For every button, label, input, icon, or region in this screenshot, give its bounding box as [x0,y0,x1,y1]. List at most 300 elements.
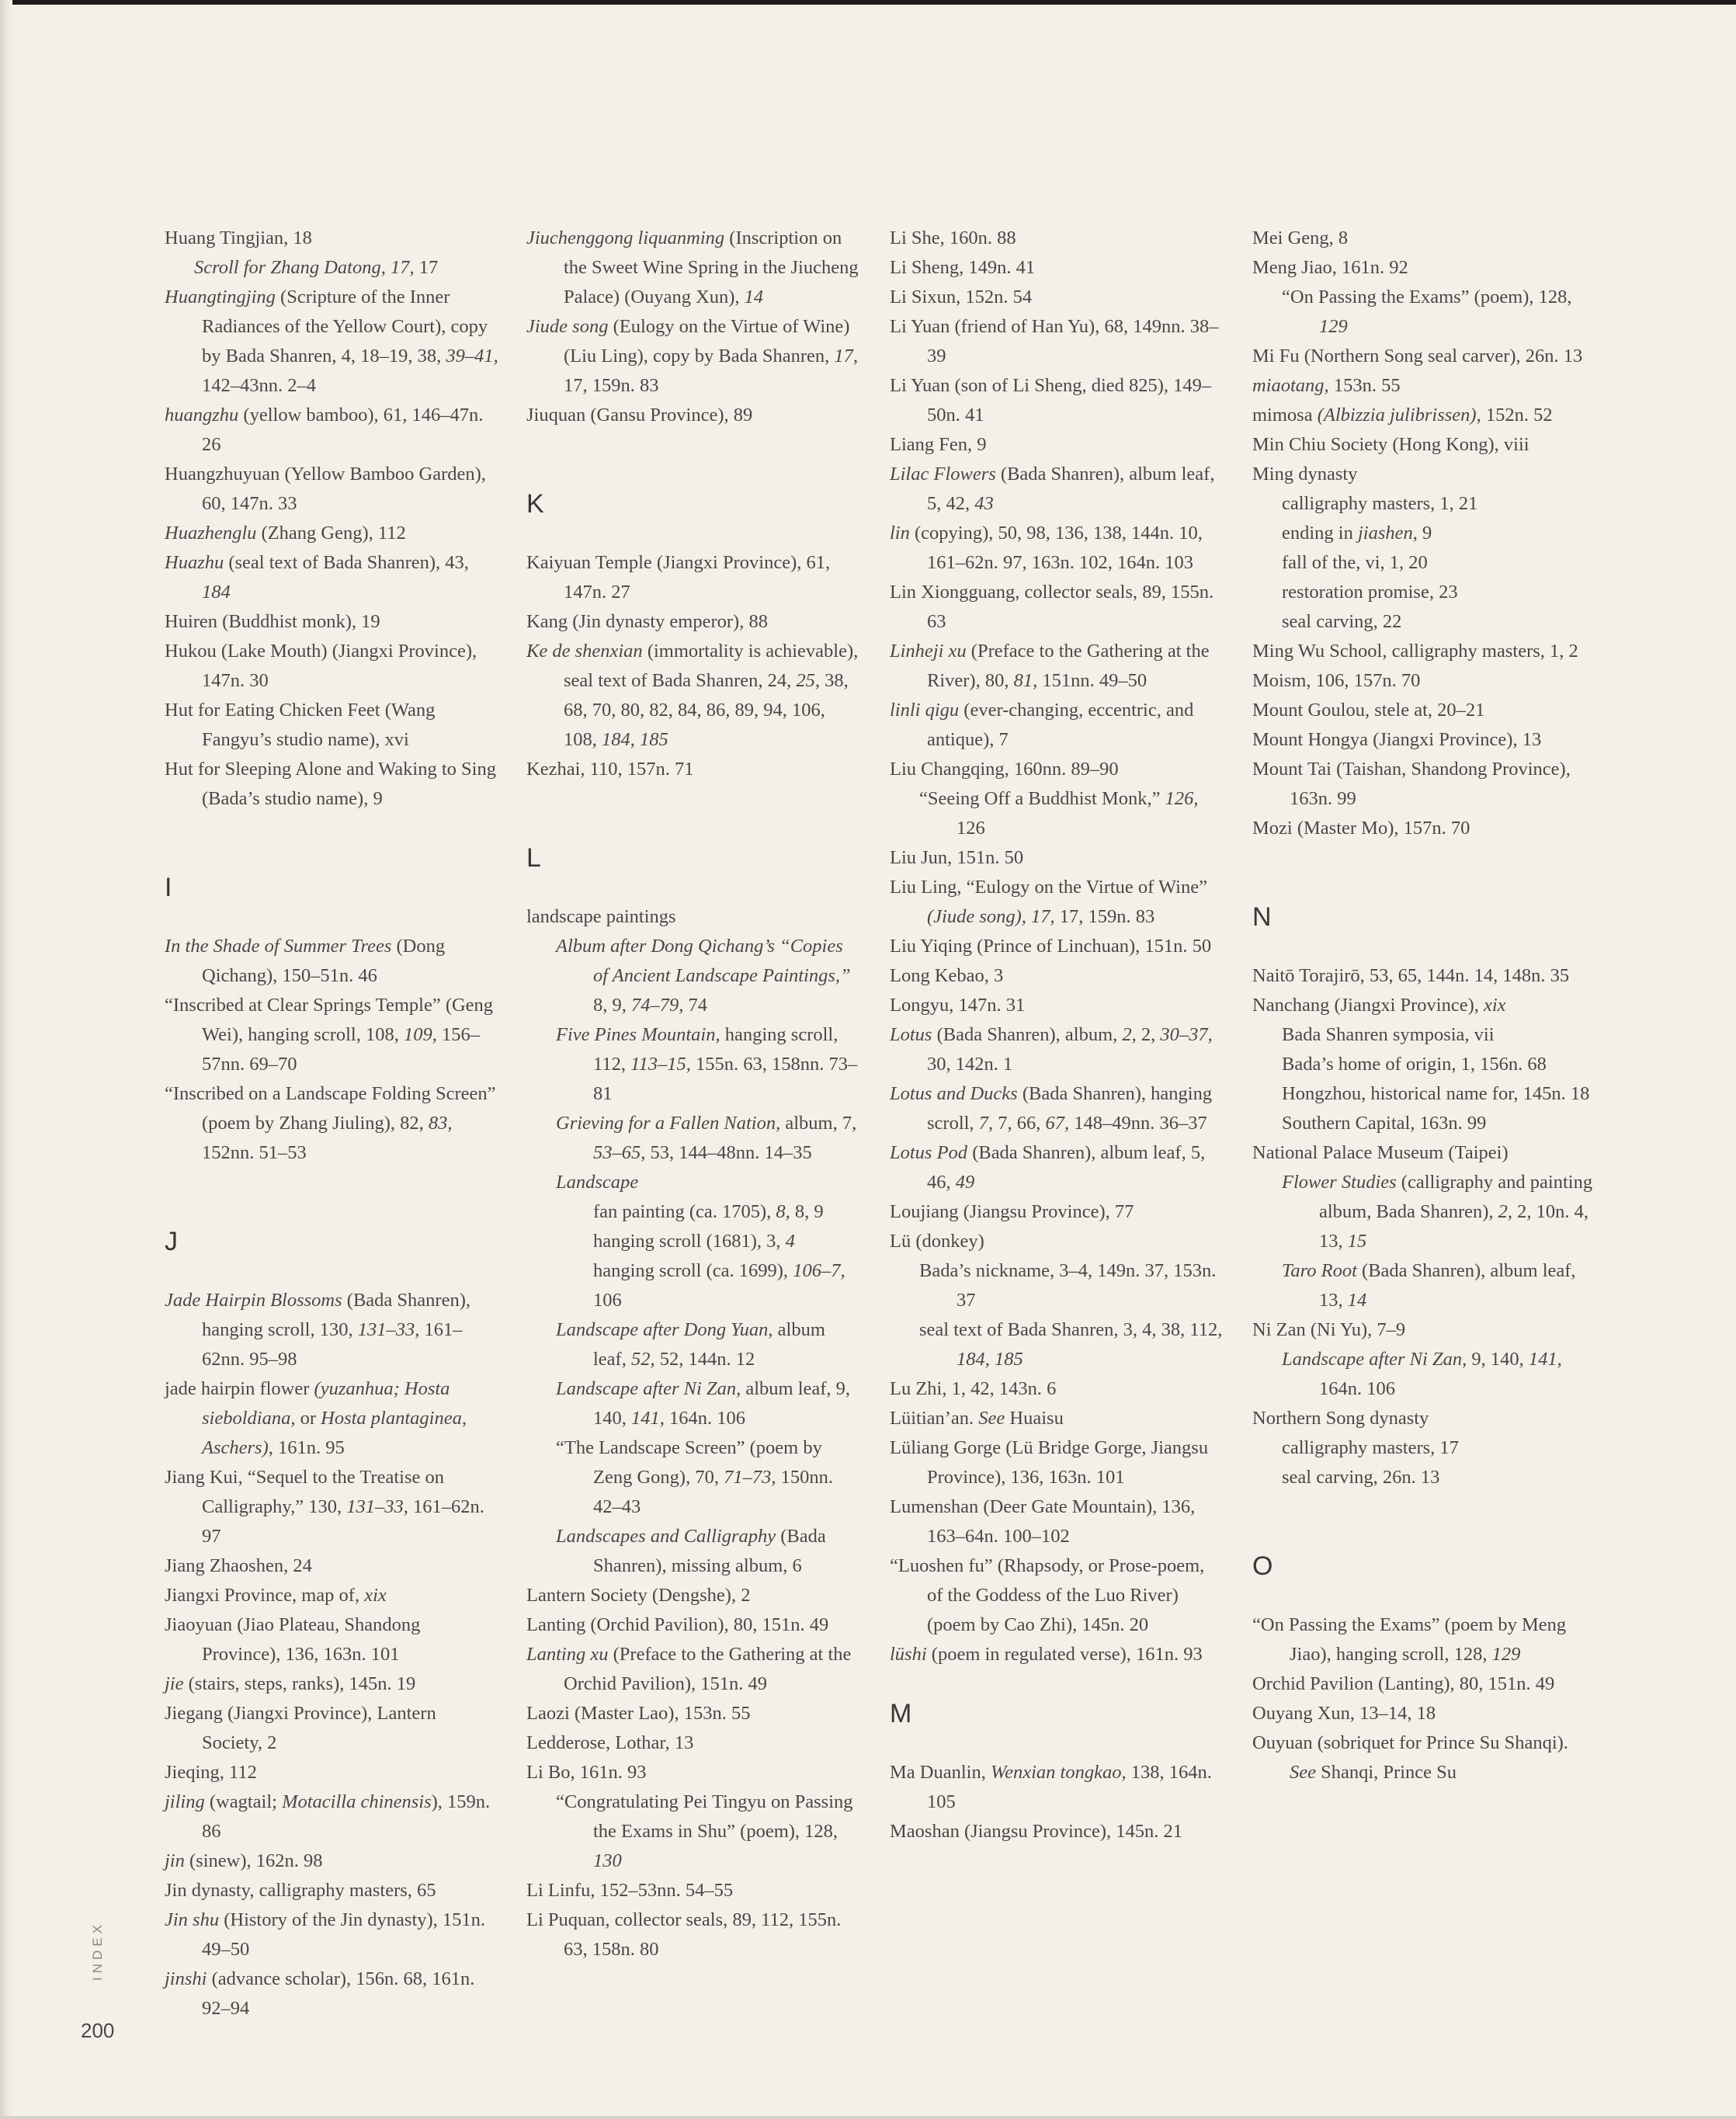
index-entry [1252,666,1594,696]
italic-text: 126, [1165,788,1199,809]
entry-text: calligraphy masters, 1, 21 [1282,493,1478,514]
entry-text: album leaf, 9, 140, [593,1378,851,1429]
entry-text: Kaiyuan Temple (Jiangxi Province), 61, 147n. 27 [526,552,831,603]
entry-text: Li She, 160n. 88 [890,228,1016,248]
entry-text: 161–62n. 97 [202,1496,484,1547]
index-entry [165,1581,498,1610]
index-entry [890,1433,1224,1492]
index-subentry [1252,489,1594,519]
index-entry [890,578,1224,637]
entry-text: Hut for Eating Chicken Feet (Wang Fangyu’s studio name), xvi [165,700,436,750]
entry-text: Northern Song dynasty [1252,1408,1429,1429]
index-entry [165,1669,498,1699]
entry-text: Maoshan (Jiangsu Province), 145n. 21 [890,1821,1182,1842]
entry-text: Lüliang Gorge (Lü Bridge Gorge, Jiangsu Province), 136, 163n. 101 [890,1437,1209,1488]
entry-text: (Inscription on the Sweet Wine Spring in the Jiucheng Palace) (Ouyang Xun), [564,228,859,307]
entry-text: Lü (donkey) [890,1231,984,1252]
index-subsubentry [526,1256,860,1315]
entry-text: (Eulogy on the Virtue of Wine) (Liu Ling), copy by Bada Shanren, [564,316,850,366]
section-spacer [1252,843,1594,873]
entry-text: 150nn. 42–43 [593,1467,833,1517]
entry-text: fall of the, vi, 1, 20 [1282,552,1428,573]
entry-text: Lanting (Orchid Pavilion), 80, 151n. 49 [526,1614,829,1635]
index-subentry [1252,283,1594,342]
italic-text: Landscape after Dong Yuan, [556,1319,773,1340]
section-spacer [165,1168,498,1197]
index-entry [165,1964,498,2023]
entry-text: (wagtail; [204,1791,283,1812]
entry-text: (yellow bamboo), 61, 146–47n. 26 [202,405,484,455]
entry-text: Bada’s home of origin, 1, 156n. 68 [1282,1054,1547,1075]
entry-text: hanging scroll (ca. 1699), [593,1260,793,1281]
entry-text: (Bada Shanren), album leaf, 13, [1319,1260,1576,1311]
index-entry [890,1227,1224,1256]
entry-text: 7, 66, [993,1113,1046,1134]
italic-text: 8, [776,1201,790,1222]
entry-text: 8, 9, [593,995,631,1016]
section-letter-heading [165,1197,498,1286]
index-entry [526,637,860,755]
entry-text: Li Linfu, 152–53nn. 54–55 [526,1880,734,1901]
index-subentry [526,1522,860,1581]
entry-text: 152n. 52 [1481,405,1553,426]
entry-text: Li Yuan (son of Li Sheng, died 825), 149–50n. 41 [890,375,1212,426]
entry-text: Mount Hongya (Jiangxi Province), 13 [1252,729,1542,750]
entry-text: Mei Geng, 8 [1252,228,1349,248]
entry-text: hanging scroll (1681), 3, [593,1231,786,1252]
entry-text: Long Kebao, 3 [890,965,1004,986]
index-entry [165,755,498,814]
italic-text: Lanting xu [526,1644,609,1665]
italic-text: 184, 185 [957,1349,1023,1370]
index-subsubentry [526,1227,860,1256]
entry-text: ending in [1282,523,1358,544]
index-subentry [1252,578,1594,607]
entry-text: Loujiang (Jiangsu Province), 77 [890,1201,1134,1222]
italic-text: Huazhenglu [165,523,257,544]
index-subentry [1252,1109,1594,1138]
entry-text: Ming Wu School, calligraphy masters, 1, 2 [1252,641,1578,662]
index-entry [890,1404,1224,1433]
index-entry [165,991,498,1079]
entry-text: Jiangxi Province, map of, [165,1585,365,1606]
entry-text: Jiegang (Jiangxi Province), Lantern Society, 2 [165,1703,436,1753]
index-subentry [526,1109,860,1168]
italic-text: Five Pines Mountain, [556,1024,720,1045]
entry-text: “On Passing the Exams” (poem), 128, [1282,287,1572,307]
index-entry [165,1079,498,1168]
italic-text: xix [364,1585,387,1606]
entry-text: Kang (Jin dynasty emperor), 88 [526,611,768,632]
italic-text: lin [890,523,910,544]
italic-text: 74–79, [631,995,684,1016]
italic-text: 49 [955,1172,975,1193]
entry-text: mimosa [1252,405,1318,426]
index-entry [165,607,498,637]
italic-text: Grieving for a Fallen Nation, [556,1113,781,1134]
entry-text: Jiang Kui, “Sequel to the Treatise on Calligraphy,” 130, [165,1467,444,1517]
italic-text: Jiude song [526,316,609,337]
index-subentry [526,1374,860,1433]
index-subentry [1252,1079,1594,1109]
entry-text: Jiaoyuan (Jiao Plateau, Shandong Province), 136, 163n. 101 [165,1614,421,1665]
entry-text: (Bada Shanren), album leaf, 5, 42, [927,464,1215,514]
italic-text: 184, 185 [602,729,668,750]
italic-text: 141, [1528,1349,1562,1370]
section-spacer [165,814,498,843]
entry-text: 52, 144n. 12 [654,1349,755,1370]
italic-text: 131–33, [346,1496,408,1517]
italic-text: 129 [1491,1644,1521,1665]
italic-text: 81, [1013,670,1038,691]
entry-text: Kezhai, 110, 157n. 71 [526,759,694,780]
entry-text: Ouyuan (sobriquet for Prince Su Shanqi). [1252,1732,1568,1753]
index-entry [526,1699,860,1728]
italic-text: Landscapes and Calligraphy [556,1526,776,1547]
italic-text: (yuzanhua; Hosta sieboldiana, [202,1378,450,1429]
index-entry [890,312,1224,371]
entry-text: 151nn. 49–50 [1037,670,1147,691]
index-entry [890,1197,1224,1227]
entry-text: Li Sheng, 149n. 41 [890,257,1036,278]
index-subsubentry [526,1197,860,1227]
italic-text: 83, [428,1113,453,1134]
italic-text: jie [165,1673,184,1694]
index-entry [890,1138,1224,1197]
index-entry [890,873,1224,932]
index-entry [890,1020,1224,1079]
italic-text: Motacilla chinensis [282,1791,432,1812]
index-entry [526,401,860,430]
entry-text: seal carving, 22 [1282,611,1402,632]
entry-text: (seal text of Bada Shanren), 43, [224,552,469,573]
entry-text: N [1252,902,1272,932]
section-letter-heading [526,814,860,902]
italic-text: Flower Studies [1282,1172,1397,1193]
index-entry [890,932,1224,961]
entry-text: 17, 159n. 83 [1054,906,1155,927]
entry-text: 155n. 63, 158nn. 73–81 [593,1054,858,1104]
index-entry [526,548,860,607]
index-entry [890,961,1224,991]
entry-text: Ouyang Xun, 13–14, 18 [1252,1703,1436,1724]
italic-text: Huazhu [165,552,224,573]
entry-text: album, 7, [780,1113,857,1134]
italic-text: Lotus and Ducks [890,1083,1018,1104]
entry-text: Jieqing, 112 [165,1762,257,1783]
index-entry [165,1610,498,1669]
entry-text: 9, 140, [1467,1349,1529,1370]
index-entry [1252,1610,1594,1669]
index-entry [1252,253,1594,283]
entry-text: (Bada Shanren), hanging scroll, [927,1083,1213,1134]
index-entry [890,283,1224,312]
index-entry [890,1640,1224,1669]
entry-text: Lu Zhi, 1, 42, 143n. 6 [890,1378,1057,1399]
entry-text: (Bada Shanren), album leaf, 5, 46, [927,1142,1206,1193]
index-column-1 [165,224,498,2023]
italic-text: 67, [1045,1113,1070,1134]
entry-text: ), 159n. 86 [202,1791,491,1842]
index-entry [526,1581,860,1610]
index-entry [890,1492,1224,1551]
index-entry [526,1905,860,1964]
italic-text: Wenxian tongkao, [990,1762,1127,1783]
index-subentry [1252,548,1594,578]
index-subentry [1252,1020,1594,1050]
entry-text: Nanchang (Jiangxi Province), [1252,995,1484,1016]
italic-text: Album after Dong Qichang’s “Copies of Ancient Landscape Paintings,” [556,936,851,986]
entry-text: 106 [593,1290,622,1311]
italic-text: Jade Hairpin Blossoms [165,1290,342,1311]
index-entry [1252,961,1594,991]
italic-text: jin [165,1850,185,1871]
italic-text: xix [1484,995,1506,1016]
italic-text: Landscape after Ni Zan, [556,1378,741,1399]
index-entry [526,1758,860,1787]
entry-text: “The Landscape Screen” (poem by Zeng Gong), 70, [556,1437,822,1488]
index-entry [890,430,1224,460]
entry-text: Huang Tingjian, 18 [165,228,312,248]
entry-text: (advance scholar), 156n. 68, 161n. 92–94 [202,1968,475,2019]
index-subentry [526,1020,860,1109]
index-entry [165,548,498,607]
index-subentry [1252,607,1594,637]
entry-text: Li Sixun, 152n. 54 [890,287,1033,307]
index-column-2 [526,224,860,1964]
index-subentry [526,1787,860,1876]
entry-text: “Luoshen fu” (Rhapsody, or Prose-poem, of the Goddess of the Luo River) (poem by Cao Zhi), 145n. 20 [890,1555,1205,1635]
italic-text: See [1290,1762,1316,1783]
index-column-4 [1252,224,1594,1787]
italic-text: 7, [978,1113,994,1134]
entry-text: calligraphy masters, 17 [1282,1437,1459,1458]
index-entry [165,1286,498,1374]
section-letter-heading [1252,873,1594,961]
italic-text: linli qigu [890,700,960,721]
index-entry [1252,1315,1594,1345]
entry-text: (stairs, steps, ranks), 145n. 19 [183,1673,416,1694]
index-entry [526,1640,860,1699]
entry-text: Lantern Society (Dengshe), 2 [526,1585,751,1606]
index-entry [1252,224,1594,253]
entry-text: Bada Shanren symposia, vii [1282,1024,1495,1045]
italic-text: 53–65, [593,1142,646,1163]
entry-text: 17, 159n. 83 [564,375,659,396]
entry-text: Liu Yiqing (Prince of Linchuan), 151n. 50 [890,936,1212,957]
entry-text: Mozi (Master Mo), 157n. 70 [1252,818,1470,839]
index-entry [165,1905,498,1964]
italic-text: Hosta plantaginea, Aschers), [202,1408,467,1458]
index-entry [165,1699,498,1758]
entry-text: Moism, 106, 157n. 70 [1252,670,1421,691]
index-entry [890,224,1224,253]
italic-text: Huangtingjing [165,287,276,307]
entry-text: National Palace Museum (Taipei) [1252,1142,1509,1163]
index-entry [526,1610,860,1640]
entry-text: M [890,1699,912,1728]
entry-text: I [165,873,172,902]
index-entry [165,637,498,696]
index-entry [526,902,860,932]
index-entry [165,1374,498,1463]
entry-text: Huangzhuyuan (Yellow Bamboo Garden), 60, 147n. 33 [165,464,486,514]
italic-text: Scroll for Zhang Datong, 17, [194,257,415,278]
index-entry [1252,1138,1594,1168]
entry-text: Liu Ling, “Eulogy on the Virtue of Wine” [890,877,1207,898]
entry-text: Mi Fu (Northern Song seal carver), 26n. 13 [1252,346,1583,366]
entry-text: 38, 68, 70, 80, 82, 84, 86, 89, 94, 106, 108, [564,670,849,750]
entry-text: Jiuquan (Gansu Province), 89 [526,405,753,426]
index-entry [1252,814,1594,843]
index-entry [890,637,1224,696]
entry-text: 2, [1136,1024,1161,1045]
entry-text: 2, 10n. 4, 13, [1319,1201,1589,1252]
entry-text: Mount Tai (Taishan, Shandong Province), 163n. 99 [1252,759,1571,809]
index-entry [890,843,1224,873]
entry-text: 53, 144–48nn. 14–35 [645,1142,812,1163]
entry-text: “On Passing the Exams” (poem by Meng Jiao), hanging scroll, 128, [1252,1614,1567,1665]
entry-text: Li Puquan, collector seals, 89, 112, 155n. 63, 158n. 80 [526,1909,842,1960]
index-entry [1252,755,1594,814]
index-entry [890,1374,1224,1404]
entry-text: Liu Jun, 151n. 50 [890,847,1024,868]
index-entry [1252,430,1594,460]
index-entry [165,519,498,548]
index-entry [526,224,860,312]
entry-text: “Inscribed on a Landscape Folding Screen” (poem by Zhang Jiuling), 82, [165,1083,496,1134]
entry-text: (sinew), 162n. 98 [184,1850,323,1871]
entry-text: Longyu, 147n. 31 [890,995,1026,1016]
index-subentry [1252,1463,1594,1492]
entry-text: O [1252,1551,1273,1581]
entry-text: Shanqi, Prince Su [1316,1762,1457,1783]
entry-text: landscape paintings [526,906,676,927]
italic-text: jinshi [165,1968,207,1989]
entry-text: 153n. 55 [1328,375,1401,396]
italic-text: Ke de shenxian [526,641,643,662]
entry-text: Mount Goulou, stele at, 20–21 [1252,700,1485,721]
entry-text: Ledderose, Lothar, 13 [526,1732,694,1753]
index-entry [1252,1404,1594,1433]
entry-text: Min Chiu Society (Hong Kong), viii [1252,434,1529,455]
italic-text: jiashen, [1358,523,1418,544]
italic-text: Lotus Pod [890,1142,968,1163]
entry-text: K [526,489,544,519]
italic-text: 2, [1122,1024,1137,1045]
index-entry [526,755,860,784]
entry-text: Lüitian’an. [890,1408,979,1429]
italic-text: 71–73, [724,1467,776,1488]
entry-text: album leaf, [593,1319,825,1370]
index-entry [1252,725,1594,755]
index-entry [1252,371,1594,401]
entry-text: Huaisu [1005,1408,1064,1429]
italic-text: huangzhu [165,405,239,426]
entry-text: seal carving, 26n. 13 [1282,1467,1440,1488]
entry-text: Liu Changqing, 160nn. 89–90 [890,759,1119,780]
entry-text: Lin Xiongguang, collector seals, 89, 155n. 63 [890,582,1214,632]
entry-text: (Preface to the Gathering at the Orchid Pavilion), 151n. 49 [564,1644,852,1694]
entry-text: J [165,1227,178,1256]
entry-text: (Bada Shanren), missing album, 6 [593,1526,826,1576]
entry-text: Meng Jiao, 161n. 92 [1252,257,1408,278]
entry-text: (poem in regulated verse), 161n. 93 [926,1644,1203,1665]
page-binding-edge [0,0,12,2119]
italic-text: 106–7, [793,1260,845,1281]
entry-text: 161–62nn. 95–98 [202,1319,463,1370]
entry-text: 9 [1417,523,1432,544]
entry-text: 148–49nn. 36–37 [1069,1113,1207,1134]
entry-text: (immortality is achievable), seal text of Bada Shanren, 24, [564,641,859,691]
page-bottom-edge [0,2116,1736,2119]
index-entry [890,991,1224,1020]
index-entry [1252,342,1594,371]
italic-text: miaotang, [1252,375,1329,396]
entry-text: Ming dynasty [1252,464,1358,485]
section-letter-heading [1252,1522,1594,1610]
index-entry [890,253,1224,283]
italic-text: Lilac Flowers [890,464,996,485]
index-subentry [1252,1050,1594,1079]
index-entry [890,460,1224,519]
entry-text: 17 [414,257,439,278]
index-entry [165,932,498,991]
italic-text: See [978,1408,1005,1429]
entry-text: Huiren (Buddhist monk), 19 [165,611,380,632]
index-entry [1252,1699,1594,1728]
index-entry [890,371,1224,430]
italic-text: 109, [404,1024,437,1045]
entry-text: (Bada Shanren), hanging scroll, 130, [202,1290,470,1340]
entry-text: (calligraphy and painting album, Bada Shanren), [1319,1172,1593,1222]
index-entry [165,1846,498,1876]
entry-text: restoration promise, 23 [1282,582,1458,603]
entry-text: Ni Zan (Ni Yu), 7–9 [1252,1319,1406,1340]
entry-text: (Dong Qichang), 150–51n. 46 [202,936,446,986]
entry-text: 74 [683,995,707,1016]
entry-text: Orchid Pavilion (Lanting), 80, 151n. 49 [1252,1673,1555,1694]
italic-text: 52, [630,1349,655,1370]
italic-text: 14 [744,287,764,307]
entry-text: (Zhang Geng), 112 [256,523,406,544]
index-column-3 [890,224,1224,1846]
entry-text: 8, 9 [790,1201,824,1222]
entry-text: Hukou (Lake Mouth) (Jiangxi Province), 147n. 30 [165,641,477,691]
italic-text: 43 [974,493,994,514]
page-number: 200 [81,2019,115,2042]
entry-text: Jin dynasty, calligraphy masters, 65 [165,1880,436,1901]
italic-text: 131–33, [357,1319,420,1340]
index-entry [526,1728,860,1758]
italic-text: jiling [165,1791,205,1812]
index-entry [165,1463,498,1551]
entry-text: Liang Fen, 9 [890,434,987,455]
index-entry [526,1876,860,1905]
index-subentry [526,1433,860,1522]
index-entry [890,696,1224,755]
entry-text: 142–43nn. 2–4 [202,375,316,396]
italic-text: 184 [202,582,231,603]
entry-text: Hut for Sleeping Alone and Waking to Sing (Bada’s studio name), 9 [165,759,496,809]
entry-text: 156–57nn. 69–70 [202,1024,480,1075]
index-entry [165,460,498,519]
index-entry [165,1551,498,1581]
italic-text: 4 [785,1231,795,1252]
entry-text: or [295,1408,321,1429]
index-entry [526,607,860,637]
index-subentry [526,932,860,1020]
